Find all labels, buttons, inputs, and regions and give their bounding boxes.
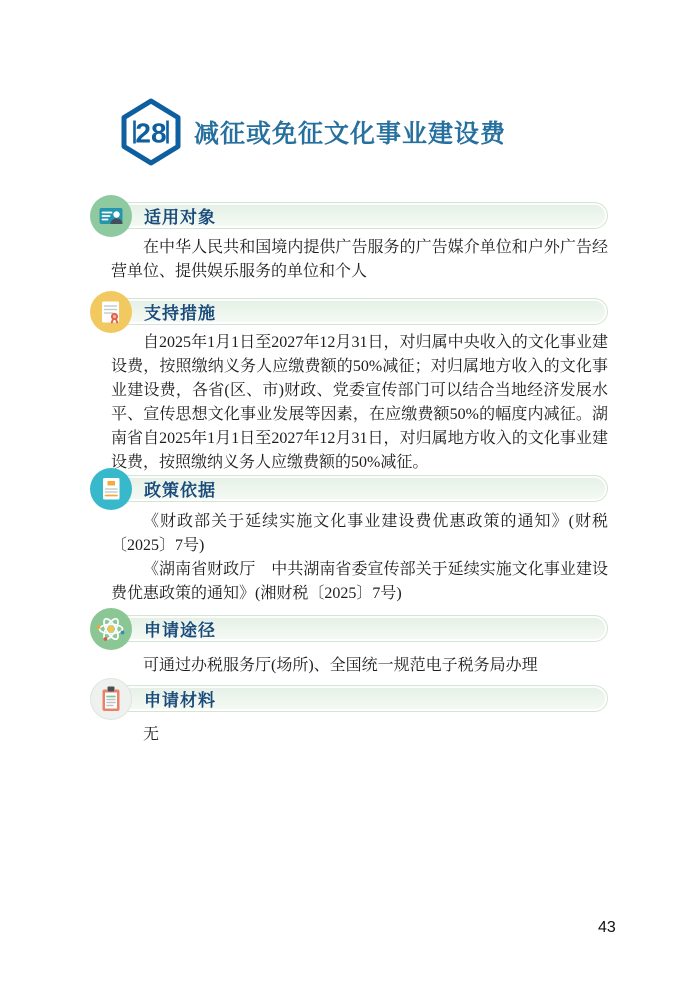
atom-icon <box>90 608 132 650</box>
chapter-number: 28 <box>135 117 167 149</box>
section-header-bar <box>113 202 608 229</box>
section-applicable-objects <box>90 202 608 284</box>
policy-document-icon <box>90 468 132 510</box>
section-header-bar <box>113 615 608 642</box>
section-policy-basis <box>90 475 608 606</box>
section-support-measures <box>90 298 608 475</box>
section-title: 支持措施 <box>144 304 216 323</box>
page-title: 减征或免征文化事业建设费 <box>194 121 507 148</box>
paragraph: 可通过办税服务厅(场所)、全国统一规范电子税务局办理 <box>143 657 538 674</box>
chapter-number-badge-icon <box>119 98 183 166</box>
paragraph: 在中华人民共和国境内提供广告服务的广告媒介单位和户外广告经营单位、提供娱乐服务的单位和个人 <box>111 239 608 280</box>
section-header-bar <box>113 298 608 325</box>
section-title: 申请材料 <box>144 691 216 710</box>
paragraph: 无 <box>143 726 160 743</box>
sections-container <box>90 199 608 747</box>
section-body <box>111 236 608 284</box>
section-body <box>111 654 608 678</box>
clipboard-icon <box>90 678 132 720</box>
section-title: 申请途径 <box>144 621 216 640</box>
section-header-bar <box>113 475 608 502</box>
paragraph: 自2025年1月1日至2027年12月31日，对归属中央收入的文化事业建设费，按照缴纳义务人应缴费额的50%减征；对归属地方收入的文化事业建设费，各省(区、市)财政、党委宣传部门可以结合当地经济发展水平、宣传思想文化事业发展等因素，在应缴费额50%的幅度内减征。湖南省自2025年1月1日至2027年12月31日，对归属地方收入的文化事业建设费，按照缴纳义务人应缴费额的50%减征。 <box>111 334 608 471</box>
paragraph: 《财政部关于延续实施文化事业建设费优惠政策的通知》(财税〔2025〕7号) <box>111 513 608 554</box>
section-header-bar <box>113 685 608 712</box>
section-application-channel <box>90 615 608 678</box>
paragraph: 《湖南省财政厅 中共湖南省委宣传部关于延续实施文化事业建设费优惠政策的通知》(湘财税〔2025〕7号) <box>111 561 608 602</box>
section-body <box>111 723 608 747</box>
chapter-header <box>119 98 506 166</box>
id-card-icon <box>90 195 132 237</box>
certificate-icon <box>90 291 132 333</box>
page-number: 43 <box>598 919 616 936</box>
section-body <box>111 331 608 475</box>
section-title: 适用对象 <box>144 208 216 227</box>
section-application-materials <box>90 685 608 747</box>
section-title: 政策依据 <box>144 481 216 500</box>
section-body <box>111 510 608 606</box>
